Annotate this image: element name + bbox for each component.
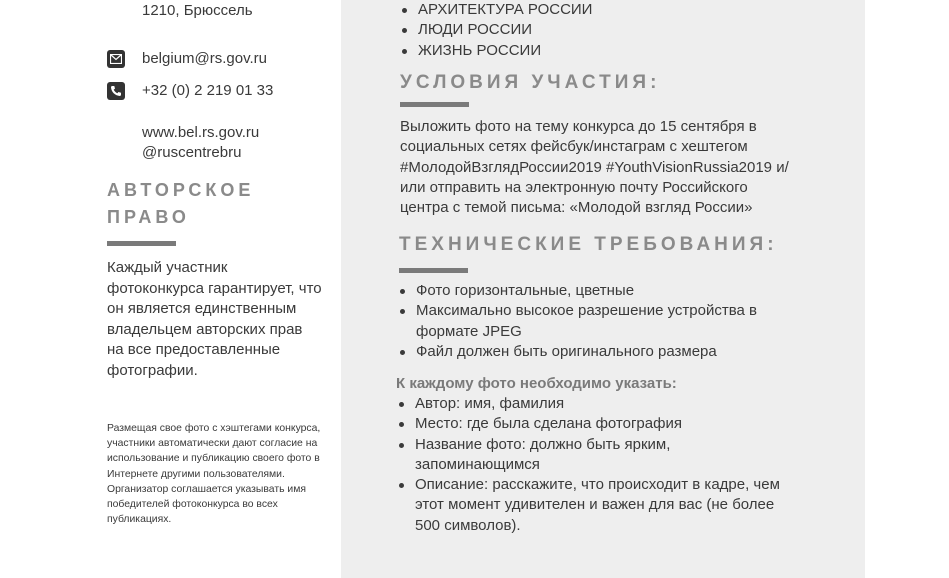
web-links <box>142 123 259 163</box>
email-row <box>107 50 267 68</box>
envelope-icon <box>107 50 125 68</box>
list-item: Название фото: должно быть ярким, запоминающимся <box>397 435 797 476</box>
copyright-heading-line2: ПРАВО <box>107 207 190 227</box>
consent-text: Размещая свое фото с хэштегами конкурса, участники автоматически дают согласие на использование и публикацию своего фото в Интернете другими пользователями. Организатор соглашается указывать имя победителей фотоконкурса во всех публикациях. <box>107 423 321 526</box>
list-item: Описание: расскажите, что происходит в кадре, чем этот момент удивителен и важен для вас (не более 500 символов). <box>397 475 797 536</box>
conditions-heading: УСЛОВИЯ УЧАСТИЯ: <box>400 72 661 93</box>
conditions-divider <box>400 102 469 107</box>
list-item: ЛЮДИ РОССИИ <box>400 20 840 40</box>
list-item: Максимально высокое разрешение устройства в формате JPEG <box>398 301 793 342</box>
list-item: Место: где была сделана фотография <box>397 414 797 434</box>
phone-icon <box>107 82 125 100</box>
phone-number[interactable]: +32 (0) 2 219 01 33 <box>142 82 274 99</box>
copyright-divider <box>107 241 176 246</box>
copyright-heading-line1: АВТОРСКОЕ <box>107 180 255 200</box>
each-photo-list <box>397 394 797 536</box>
themes-list <box>400 0 840 61</box>
each-photo-heading: К каждому фото необходимо указать: <box>396 375 677 392</box>
conditions-text: Выложить фото на тему конкурса до 15 сентября в социальных сетях фейсбук/инстаграм с хештегом #МолодойВзглядРоссии2019 #YouthVisionRussia2019 и/или отправить на электронную почту Российского центра с темой письма: «Молодой взгляд России» <box>400 118 789 217</box>
phone-row <box>107 82 274 100</box>
list-item: Файл должен быть оригинального размера <box>398 342 793 362</box>
email-link[interactable]: belgium@rs.gov.ru <box>142 50 267 67</box>
social-handle[interactable]: @ruscentrebru <box>142 144 242 161</box>
list-item: ЖИЗНЬ РОССИИ <box>400 41 840 61</box>
copyright-text: Каждый участник фотоконкурса гарантирует, что он является единственным владельцем авторских прав на все предоставленные фотографии. <box>107 259 322 379</box>
list-item: Автор: имя, фамилия <box>397 394 797 414</box>
tech-heading: ТЕХНИЧЕСКИЕ ТРЕБОВАНИЯ: <box>399 234 778 255</box>
tech-list <box>398 281 793 362</box>
tech-divider <box>399 268 468 273</box>
list-item: Фото горизонтальные, цветные <box>398 281 793 301</box>
copyright-heading <box>107 177 307 231</box>
list-item: АРХИТЕКТУРА РОССИИ <box>400 0 840 20</box>
address-line: 1210, Брюссель <box>142 2 253 19</box>
website-link[interactable]: www.bel.rs.gov.ru <box>142 124 260 141</box>
